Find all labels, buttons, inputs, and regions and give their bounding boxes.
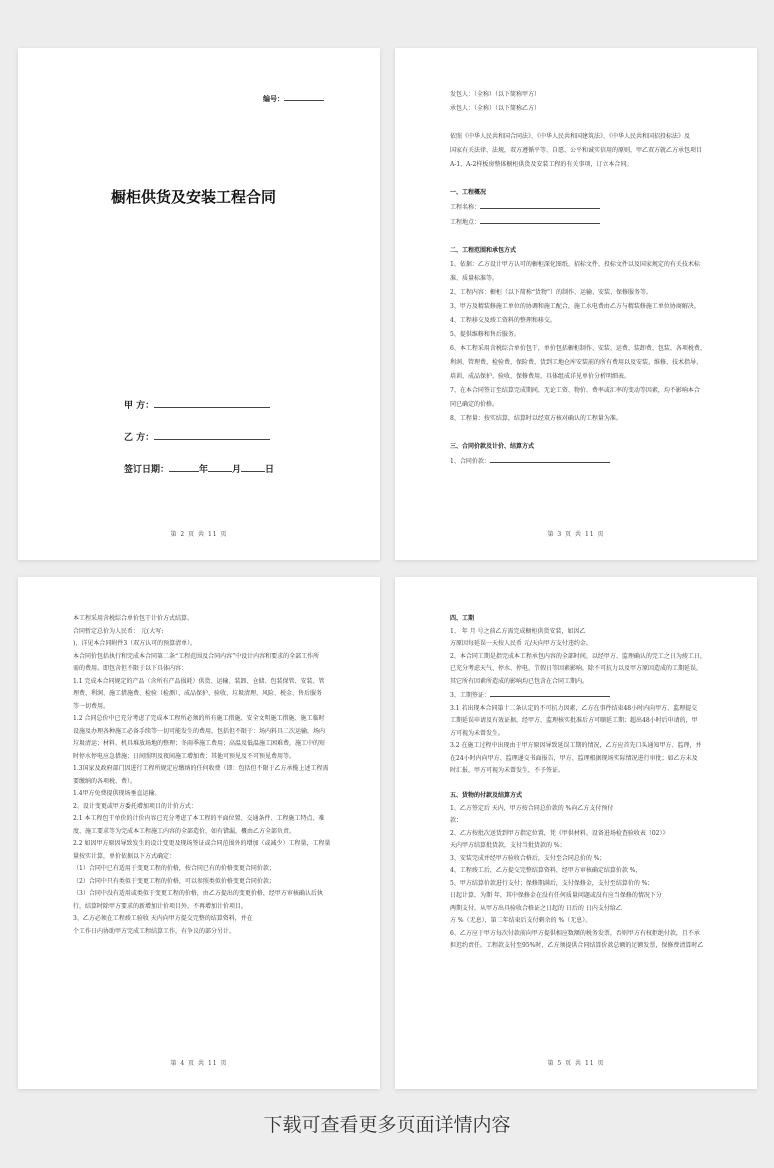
section-heading: 三、合同价款及计价、结算方式: [450, 443, 535, 450]
page-3-text: [450, 88, 713, 469]
text-line: 准、质量标准等。: [450, 275, 499, 282]
text-line: 时停水停电应急措施；日间照明及夜间施工增加费；其他可预见及不可预见费用等。: [73, 752, 296, 760]
text-line: 3.2 在施工过程中出现由于甲方原因导致延误工期的情况，乙方应首先口头通知甲方、监理，并: [450, 742, 702, 749]
text-line: 个工作日内协助甲方完成工程结算工作，有争议的部分另计。: [73, 927, 236, 935]
text-line: 理费、利润、施工措施费、检验（检测）、成品保护、验收、垃圾清理、风险、税金、售后服务: [73, 690, 323, 697]
text-line: 1.1 完成本合同规定的产品（含所有产品损耗）供货、运输、装卸、仓储、包装保管、安装、管: [73, 677, 325, 685]
text-line: （2）合同中只有类似于变更工程的价格，可以参照类似价格变更合同价款；: [73, 877, 275, 885]
text-line: 3、工期签证：: [450, 688, 713, 703]
page-footer: 第 2 页 共 11 页: [170, 531, 228, 538]
fill-blank: [480, 200, 600, 209]
text-line: 1.3国家及政府部门因进行工程所规定应缴纳的任何收费（即：包括但不限于乙方承揽上述工程需: [73, 765, 329, 772]
text-line: 1、乙方签定后 天内，甲方按合同总价款的 %向乙方支付预付: [450, 804, 614, 812]
text-line: 6、乙方应于甲方每次付款前向甲方提供相应数额的税务发票，否则甲方有权拒绝付款，且不承: [450, 929, 700, 937]
blank-line: [450, 116, 713, 130]
text-line: 要缴纳的各项税、费）。: [73, 777, 137, 785]
text-line: 工程地点：: [450, 215, 713, 230]
text-line: 3、乙方必须在工程竣工验收 天内向甲方提交完整的结算资料，并在: [73, 915, 253, 922]
text-line: 在24小时内向甲方、监理递交书面报告，甲方、监理根据现场实际情况进行审批；如乙方未及: [450, 754, 698, 762]
blank-line: [450, 172, 713, 186]
text-line: 5、甲方结算价款进行支付；保修期满后，支付保修金，支付至结算价的 %；: [450, 879, 654, 887]
text-line: 垃圾清运；材料、机具堆放场地的整理；冬雨季施工费用；高温及低温施工困难费，施工中的短: [73, 740, 326, 747]
text-line: 1、 年 月 号之前乙方需完成橱柜供货安装，如因乙: [450, 627, 586, 635]
text-line: 款；: [450, 817, 463, 824]
text-line: （1）合同中已有适用于变更工程的价格，按合同已有的价格变更合同价款；: [73, 865, 275, 872]
text-line: 1.4甲方免费提供现场垂直运输。: [73, 790, 161, 797]
text-line: 本工程采用含税综合单价包干计价方式结算。: [73, 615, 194, 622]
text-line: 工程名称：: [450, 200, 713, 215]
text-line: 日起计算，为期 年，其中保修金在没有任何质量问题或没有应当保修的情况下分: [450, 892, 662, 899]
text-line: 发包人：（全称）（以下简称甲方）: [450, 91, 541, 98]
section-heading: 五、货物的付款及结算方式: [450, 792, 523, 799]
day-label: 日: [265, 465, 275, 475]
text-line: 1.2 合同总价中已充分考虑了完成本工程所必须的所有施工措施、安全文明施工措施、施工临时: [73, 715, 325, 722]
text-line: 2、设计变更或甲方委托增加项目的计价方式：: [73, 802, 197, 810]
text-line: 2、本合同工期是指完成本工程承包内容的全部时间，以经甲方、监理确认的完工之日为竣工日，: [450, 652, 706, 660]
contract-code: [263, 92, 324, 104]
month-label: 月: [232, 465, 242, 475]
text-line: 2.2 如因甲方原因导致发生的设计变更及现场签证或合同范围外的增加（或减少）工程量，工程量: [73, 840, 331, 847]
sign-date-label: 签订日期：: [124, 465, 170, 475]
text-line: 需的费用。即包含但不限于以下具体内容：: [73, 665, 188, 672]
text-line: （3）合同中没有适用或类似于变更工程的价格，由乙方提出的变更价格，经甲方审核确认后执: [73, 890, 323, 897]
text-line: 依照《中华人民共和国合同法》、《中华人民共和国建筑法》、《中华人民共和国招投标法》及: [450, 133, 691, 140]
text-line: 2、乙方按批次送货到甲方指定位置，凭《甲供材料、设备进场检查验收表（02）》: [450, 829, 669, 837]
text-line: 同已确定的价格。: [450, 401, 499, 408]
text-line: 承包人：（全称）（以下简称乙方）: [450, 105, 541, 112]
text-line: 方可视为未曾发生。: [450, 729, 505, 737]
fill-blank: [490, 688, 610, 697]
party-b-label: 乙 方：: [124, 433, 155, 443]
text-line: 合同暂定总价为人民币： 元(大写:: [73, 627, 164, 635]
text-line: 本合同价包括执行和完成本合同第二条“工程范围及合同内容”中设计内容和要求的全部工作所: [73, 652, 320, 660]
text-line: 8、工程量：按实结算，结算时以经双方核对确认的工程量为准。: [450, 415, 622, 422]
page-footer: 第 4 页 共 11 页: [170, 1060, 228, 1067]
contract-title: 橱柜供货及安装工程合同: [111, 188, 277, 206]
text-line: 1、依据：乙方设计甲方认可的橱柜深化图纸、招标文件、投标文件以及国家规定的有关技术标: [450, 261, 700, 268]
text-line: 度、施工要求等为完成本工程施工内容的全部造价，如有错漏，概由乙方全部负责。: [73, 827, 296, 835]
text-line: 2.1 本工程包干单价的计价内容已充分考虑了本工程的平面位置、交通条件、工程施工特点、难: [73, 815, 325, 822]
text-line: 4、工程移交及竣工资料的整理和移交。: [450, 317, 556, 324]
text-line: 3、甲方及精装修施工单位的协调和施工配合，施工水电费由乙方与精装修施工单位协商解决。: [450, 303, 700, 310]
contract-page-3: [395, 48, 757, 560]
text-line: 已充分考虑天气、停水、停电、节假日等因素影响，除不可抗力以及甲方原因造成的工期延误，: [450, 665, 703, 672]
text-line: 方 %（无息），第二年结束后支付剩余的 %（无息）。: [450, 917, 592, 924]
contract-page-cover: [18, 48, 380, 560]
blank-line: [450, 230, 713, 244]
text-line: 国家有关法律、法规，双方遵循平等、自愿、公平和诚实信用的原则，甲乙双方就乙方承包项目: [450, 147, 703, 154]
page-4-text: [73, 613, 336, 938]
text-line: 利润、管理费、检验费、保险费、货到工地仓库安装前的所有费用以及安装、维修、技术指导、: [450, 359, 703, 366]
blank-line: [450, 778, 713, 791]
text-line: 4、工程竣工后，乙方提交完整结算资料，经甲方审核确定结算价款 %，: [450, 867, 642, 874]
party-a-label: 甲 方：: [124, 401, 155, 411]
page-footer: 第 5 页 共 11 页: [547, 1060, 605, 1067]
contract-page-4: [18, 577, 380, 1089]
text-line: 方原因每延误一天按人民币 元/天向甲方支付违约金。: [450, 640, 592, 647]
fill-blank: [480, 215, 600, 224]
section-heading: 四、工期: [450, 615, 475, 622]
party-a-row: [124, 398, 270, 411]
text-line: 6、本工程采用含税综合单价包干，单价包括橱柜制作、安装、运费、装卸费、包装、各项税费、: [450, 345, 706, 352]
contract-code-label: 编号：: [263, 94, 284, 103]
text-line: 2、工程内容：橱柜（以下简称“货物”）的制作、运输、安装、保修服务等。: [450, 289, 652, 296]
text-line: 工期延误申请及有效证据，经甲方、监理核实批准后方可顺延工期；超出48小时后申请的，甲: [450, 717, 698, 724]
text-line: 5、提供维修和售后服务。: [450, 331, 520, 338]
text-line: 两期支付，从甲方出具验收合格证之日起的 日后的 日内支付给乙: [450, 904, 622, 912]
text-line: A-1、A-2样板房整体橱柜供货及安装工程的有关事项，订立本合同。: [450, 161, 633, 168]
text-line: 担迟约责任。工程款支付至95%时，乙方须提供合同结算价款总额的足额发票，保修费清算时乙: [450, 942, 704, 949]
year-label: 年: [199, 465, 209, 475]
text-line: 培训、成品保护、验收、保修费用，具体组成详见单价分析明细表。: [450, 373, 631, 380]
page-footer: 第 3 页 共 11 页: [547, 531, 605, 538]
party-b-row: [124, 430, 270, 443]
page-5-text: [450, 613, 713, 953]
text-line: 设施及办理各种施工必备手续等一切可能发生的费用，包括但不限于：场内料具二次运输，场内: [73, 727, 326, 735]
text-line: 7、在本合同签订至结算完成期间，无论工资、物价、费率或汇率的变动等因素，均不影响本合: [450, 387, 700, 394]
download-caption: 下载可查看更多页面详情内容: [263, 1114, 511, 1136]
text-line: 天内甲方结算批货款，支付当批货款的 %；: [450, 842, 566, 849]
section-heading: 一、工程概况: [450, 189, 487, 196]
contract-code-blank: [284, 92, 324, 101]
blank-line: [450, 426, 713, 440]
text-line: )，详见本合同附件3（双方认可的预算清单）。: [73, 640, 197, 647]
party-a-blank: [154, 398, 270, 408]
text-line: 时汇报，甲方可视为未曾发生，不予签证。: [450, 767, 565, 774]
text-line: 1、合同价款：: [450, 454, 713, 469]
text-line: 等一切费用。: [73, 702, 110, 710]
contract-page-5: [395, 577, 757, 1089]
fill-blank: [490, 454, 610, 463]
text-line: 3.1 若出现本合同第十二条认定的不可抗力因素，乙方在事件结束48小时内向甲方、监理提交: [450, 704, 698, 712]
text-line: 其它所有因素所造成的影响均已包含在合同工期内。: [450, 677, 589, 685]
sign-date-row: [124, 462, 274, 475]
section-heading: 二、工程范围和承包方式: [450, 247, 517, 254]
party-b-blank: [154, 430, 270, 440]
text-line: 行，结算时除甲方要求的新增加计价项目外，不再增加计价项目。: [73, 902, 248, 910]
text-line: 3、安装完成并经甲方验收合格后，支付至合同总价的 %；: [450, 854, 606, 862]
text-line: 量按实计算，单价依据以下方式确定：: [73, 852, 176, 860]
